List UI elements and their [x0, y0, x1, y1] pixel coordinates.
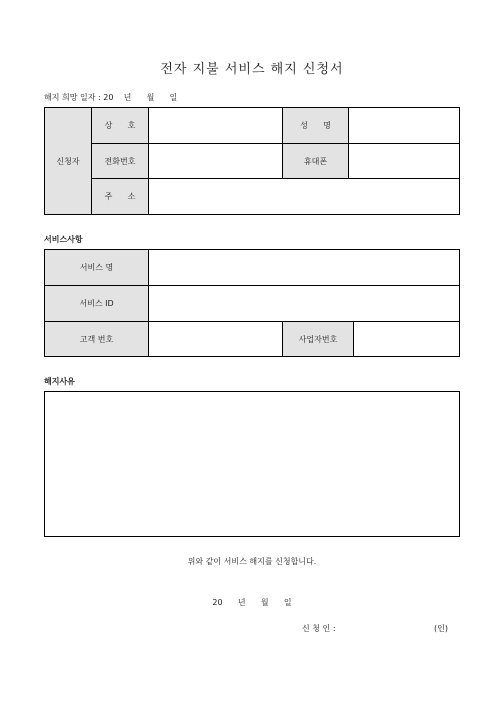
service-name-field[interactable] — [149, 250, 459, 286]
reason-section-heading: 해지사유 — [44, 377, 75, 386]
termination-date-line: 해지 희망 일자 : 20 년 월 일 — [44, 93, 178, 102]
signature-date: 20 년 월 일 — [212, 598, 292, 607]
form-title: 전자 지불 서비스 해지 신청서 — [160, 62, 344, 77]
address-field[interactable] — [149, 179, 459, 214]
service-id-label: 서비스 ID — [45, 286, 149, 322]
applicant-section-label: 신청자 — [45, 108, 92, 214]
phone-label: 전화번호 — [92, 144, 149, 179]
service-section-heading: 서비스사항 — [44, 235, 83, 244]
service-table — [44, 249, 460, 357]
business-number-label: 사업자번호 — [283, 322, 354, 356]
name-field[interactable] — [349, 108, 459, 144]
customer-number-label: 고객 번호 — [45, 322, 149, 356]
business-number-field[interactable] — [354, 322, 459, 356]
name-label: 성 명 — [283, 108, 349, 144]
termination-reason-field[interactable] — [44, 391, 460, 537]
company-label: 상 호 — [92, 108, 149, 144]
service-id-field[interactable] — [149, 286, 459, 322]
address-label: 주 소 — [92, 179, 149, 214]
applicant-signature-label: 신 청 인 : — [302, 624, 336, 633]
mobile-field[interactable] — [349, 144, 459, 179]
phone-field[interactable] — [149, 144, 283, 179]
seal-mark: (인) — [434, 624, 448, 633]
request-statement: 위와 같이 서비스 해지를 신청합니다. — [187, 557, 317, 566]
applicant-table — [44, 107, 460, 215]
customer-number-field[interactable] — [149, 322, 283, 356]
service-name-label: 서비스 명 — [45, 250, 149, 286]
mobile-label: 휴대폰 — [283, 144, 349, 179]
company-field[interactable] — [149, 108, 283, 144]
